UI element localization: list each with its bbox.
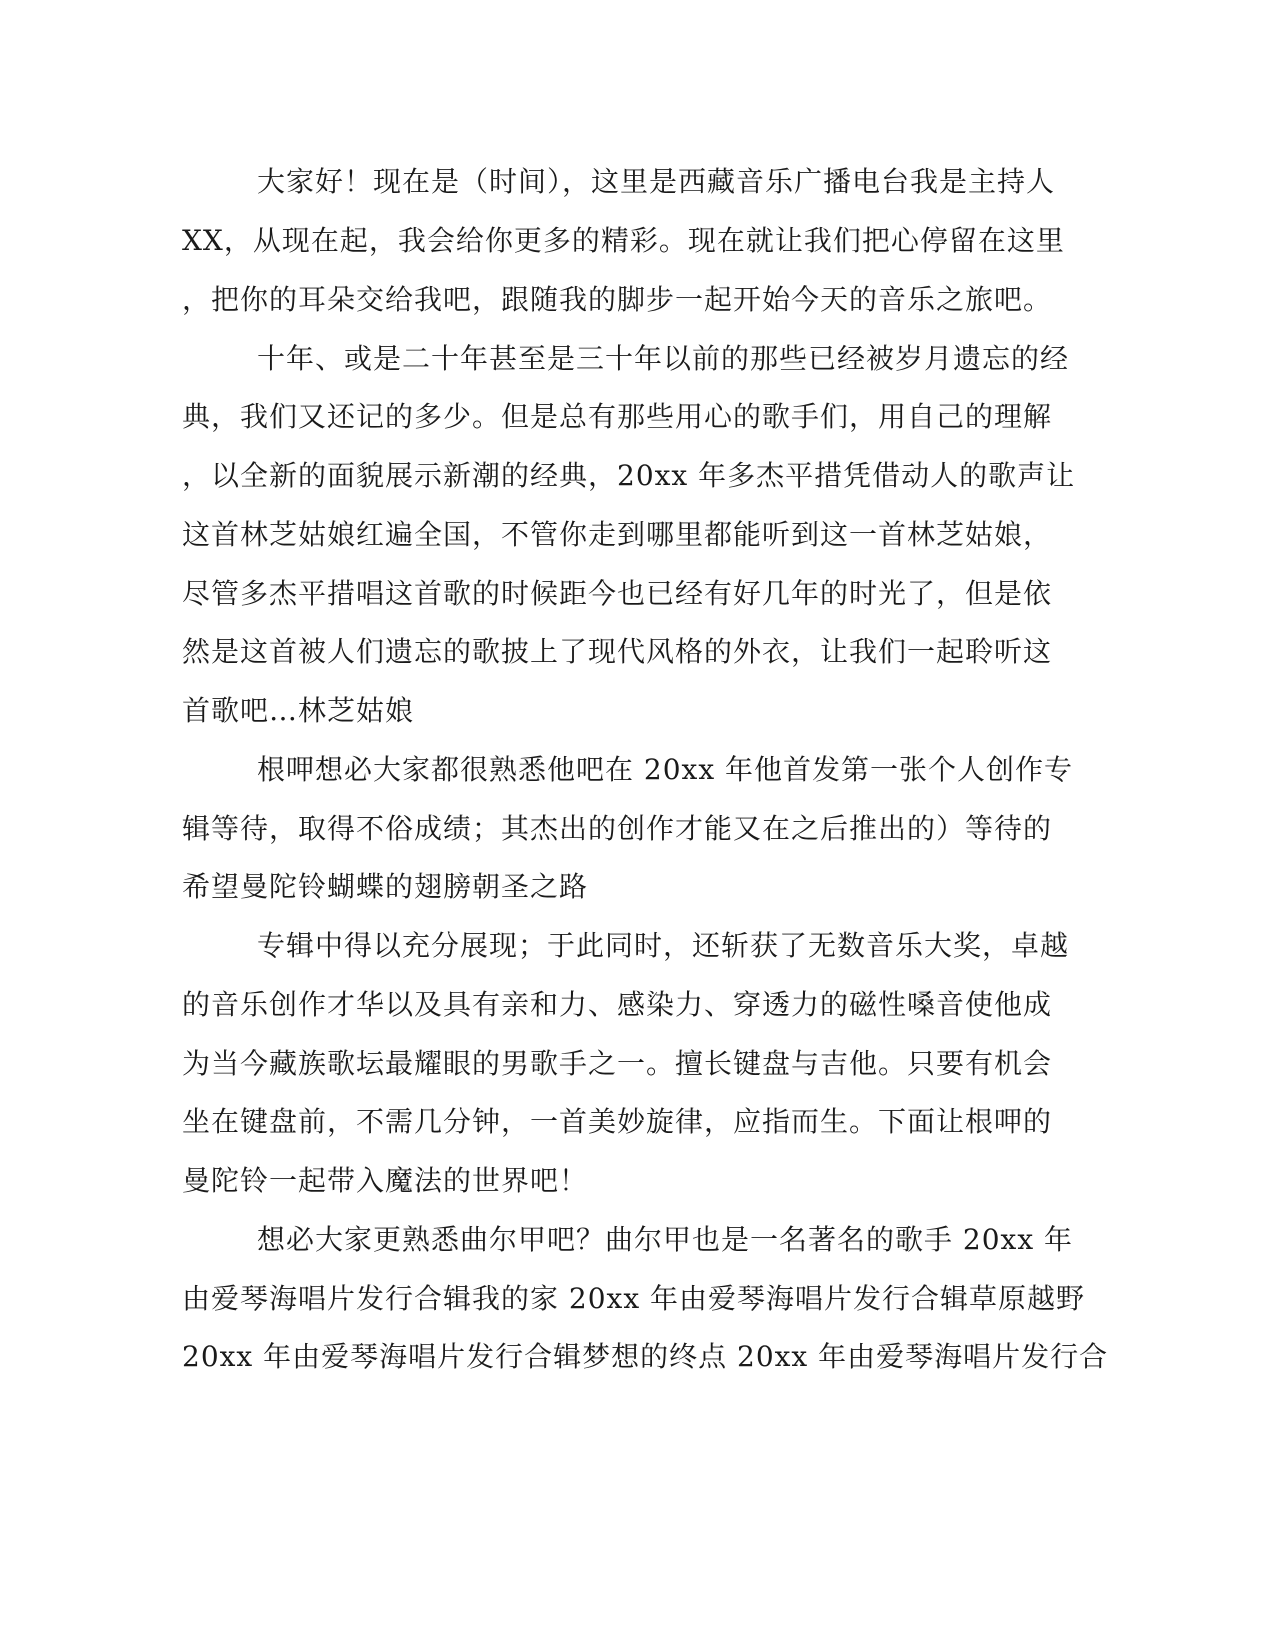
text-line: 为当今藏族歌坛最耀眼的男歌手之一。擅长键盘与吉他。只要有机会	[182, 1047, 1053, 1080]
text-line: ，以全新的面貌展示新潮的经典，20xx 年多杰平措凭借动人的歌声让	[182, 459, 1076, 492]
text-line: 的音乐创作才华以及具有亲和力、感染力、穿透力的磁性嗓音使他成	[182, 988, 1053, 1021]
text-line: 由爱琴海唱片发行合辑我的家 20xx 年由爱琴海唱片发行合辑草原越野	[182, 1282, 1086, 1315]
text-line: 尽管多杰平措唱这首歌的时候距今也已经有好几年的时光了，但是依	[182, 577, 1053, 610]
text-line: 十年、或是二十年甚至是三十年以前的那些已经被岁月遗忘的经	[257, 342, 1070, 375]
text-line: 首歌吧…林芝姑娘	[182, 694, 415, 727]
text-line: 希望曼陀铃蝴蝶的翅膀朝圣之路	[182, 870, 589, 903]
text-line: 这首林芝姑娘红遍全国，不管你走到哪里都能听到这一首林芝姑娘，	[182, 518, 1053, 551]
text-line: ，把你的耳朵交给我吧，跟随我的脚步一起开始今天的音乐之旅吧。	[182, 283, 1053, 316]
text-line: 专辑中得以充分展现；于此同时，还斩获了无数音乐大奖，卓越	[257, 929, 1070, 962]
text-line: 然是这首被人们遗忘的歌披上了现代风格的外衣，让我们一起聆听这	[182, 635, 1053, 668]
text-line: 根呷想必大家都很熟悉他吧在 20xx 年他首发第一张个人创作专	[257, 753, 1074, 786]
text-line: 想必大家更熟悉曲尔甲吧？曲尔甲也是一名著名的歌手 20xx 年	[257, 1223, 1074, 1256]
text-line: 坐在键盘前，不需几分钟，一首美妙旋律，应指而生。下面让根呷的	[182, 1105, 1053, 1138]
text-line: 大家好！现在是（时间），这里是西藏音乐广播电台我是主持人	[257, 165, 1056, 198]
text-line: XX，从现在起，我会给你更多的精彩。现在就让我们把心停留在这里	[182, 224, 1065, 257]
text-line: 20xx 年由爱琴海唱片发行合辑梦想的终点 20xx 年由爱琴海唱片发行合	[182, 1340, 1109, 1373]
text-line: 曼陀铃一起带入魔法的世界吧！	[182, 1164, 589, 1197]
text-line: 辑等待，取得不俗成绩；其杰出的创作才能又在之后推出的）等待的	[182, 812, 1053, 845]
text-line: 典，我们又还记的多少。但是总有那些用心的歌手们，用自己的理解	[182, 400, 1053, 433]
